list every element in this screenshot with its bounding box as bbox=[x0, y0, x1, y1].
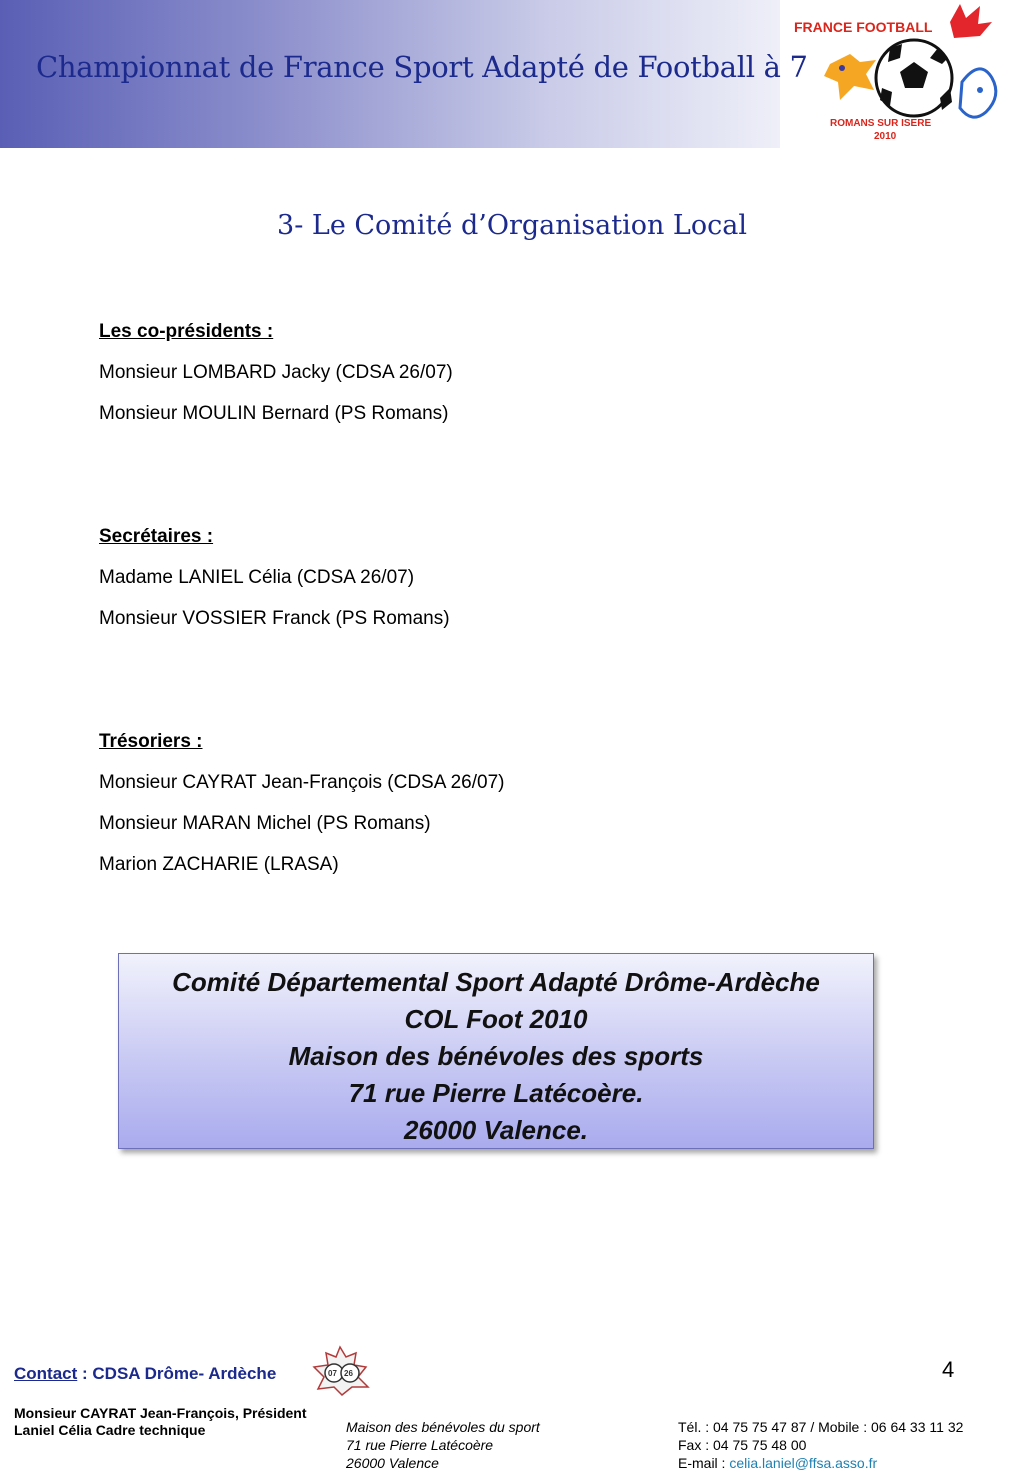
member-name: Monsieur CAYRAT Jean-François (CDSA 26/07) bbox=[99, 772, 505, 793]
footer-contact bbox=[14, 1364, 276, 1384]
footer-address-line: 26000 Valence bbox=[346, 1455, 439, 1471]
svg-text:26: 26 bbox=[344, 1369, 353, 1378]
address-box bbox=[118, 953, 874, 1149]
footer-left-line: Monsieur CAYRAT Jean-François, Président bbox=[14, 1405, 307, 1421]
address-line: Comité Départemental Sport Adapté Drôme-Ardèche bbox=[172, 967, 820, 997]
address-line: COL Foot 2010 bbox=[404, 1004, 588, 1034]
contact-text: : CDSA Drôme- Ardèche bbox=[77, 1364, 277, 1383]
email-label: E-mail : bbox=[678, 1455, 730, 1471]
logo-bottom-text-1: ROMANS SUR ISERE bbox=[830, 118, 932, 129]
member-name: Marion ZACHARIE (LRASA) bbox=[99, 854, 339, 875]
logo-top-text: FRANCE FOOTBALL bbox=[794, 19, 933, 35]
footer-address bbox=[346, 1418, 540, 1472]
page-number: 4 bbox=[942, 1357, 955, 1382]
group-heading: Secrétaires : bbox=[99, 526, 214, 547]
address-line: 26000 Valence. bbox=[403, 1115, 589, 1145]
member-name: Monsieur LOMBARD Jacky (CDSA 26/07) bbox=[99, 362, 453, 383]
footer-address-line: Maison des bénévoles du sport bbox=[346, 1419, 540, 1435]
section-title: 3- Le Comité d’Organisation Local bbox=[277, 210, 747, 241]
member-name: Monsieur VOSSIER Franck (PS Romans) bbox=[99, 608, 450, 629]
footer-email-line bbox=[678, 1454, 963, 1472]
member-name: Monsieur MARAN Michel (PS Romans) bbox=[99, 813, 431, 834]
address-line: Maison des bénévoles des sports bbox=[288, 1041, 704, 1071]
footer-fax: Fax : 04 75 75 48 00 bbox=[678, 1437, 807, 1453]
svg-text:07: 07 bbox=[328, 1369, 337, 1378]
cdsa-07-26-logo-icon bbox=[310, 1345, 374, 1397]
football-mascot-logo-icon bbox=[790, 2, 1015, 147]
treasurers-group bbox=[99, 732, 505, 896]
page-header-title: Championnat de France Sport Adapté de Football à 7 bbox=[36, 50, 808, 84]
footer-contact-details bbox=[678, 1418, 963, 1472]
footer-address-line: 71 rue Pierre Latécoère bbox=[346, 1437, 494, 1453]
contact-link[interactable]: Contact bbox=[14, 1364, 78, 1383]
address-line: 71 rue Pierre Latécoère. bbox=[348, 1078, 644, 1108]
co-presidents-group bbox=[99, 322, 453, 445]
secretaries-group bbox=[99, 527, 450, 650]
member-name: Madame LANIEL Célia (CDSA 26/07) bbox=[99, 567, 415, 588]
group-heading: Trésoriers : bbox=[99, 731, 203, 752]
group-heading: Les co-présidents : bbox=[99, 321, 274, 342]
footer-left-line: Laniel Célia Cadre technique bbox=[14, 1422, 206, 1438]
member-name: Monsieur MOULIN Bernard (PS Romans) bbox=[99, 403, 449, 424]
logo-bottom-text-2: 2010 bbox=[874, 131, 897, 142]
footer-left bbox=[14, 1405, 307, 1439]
email-link[interactable]: celia.laniel@ffsa.asso.fr bbox=[729, 1455, 878, 1471]
footer-phone: Tél. : 04 75 75 47 87 / Mobile : 06 64 33 11 32 bbox=[678, 1419, 964, 1435]
